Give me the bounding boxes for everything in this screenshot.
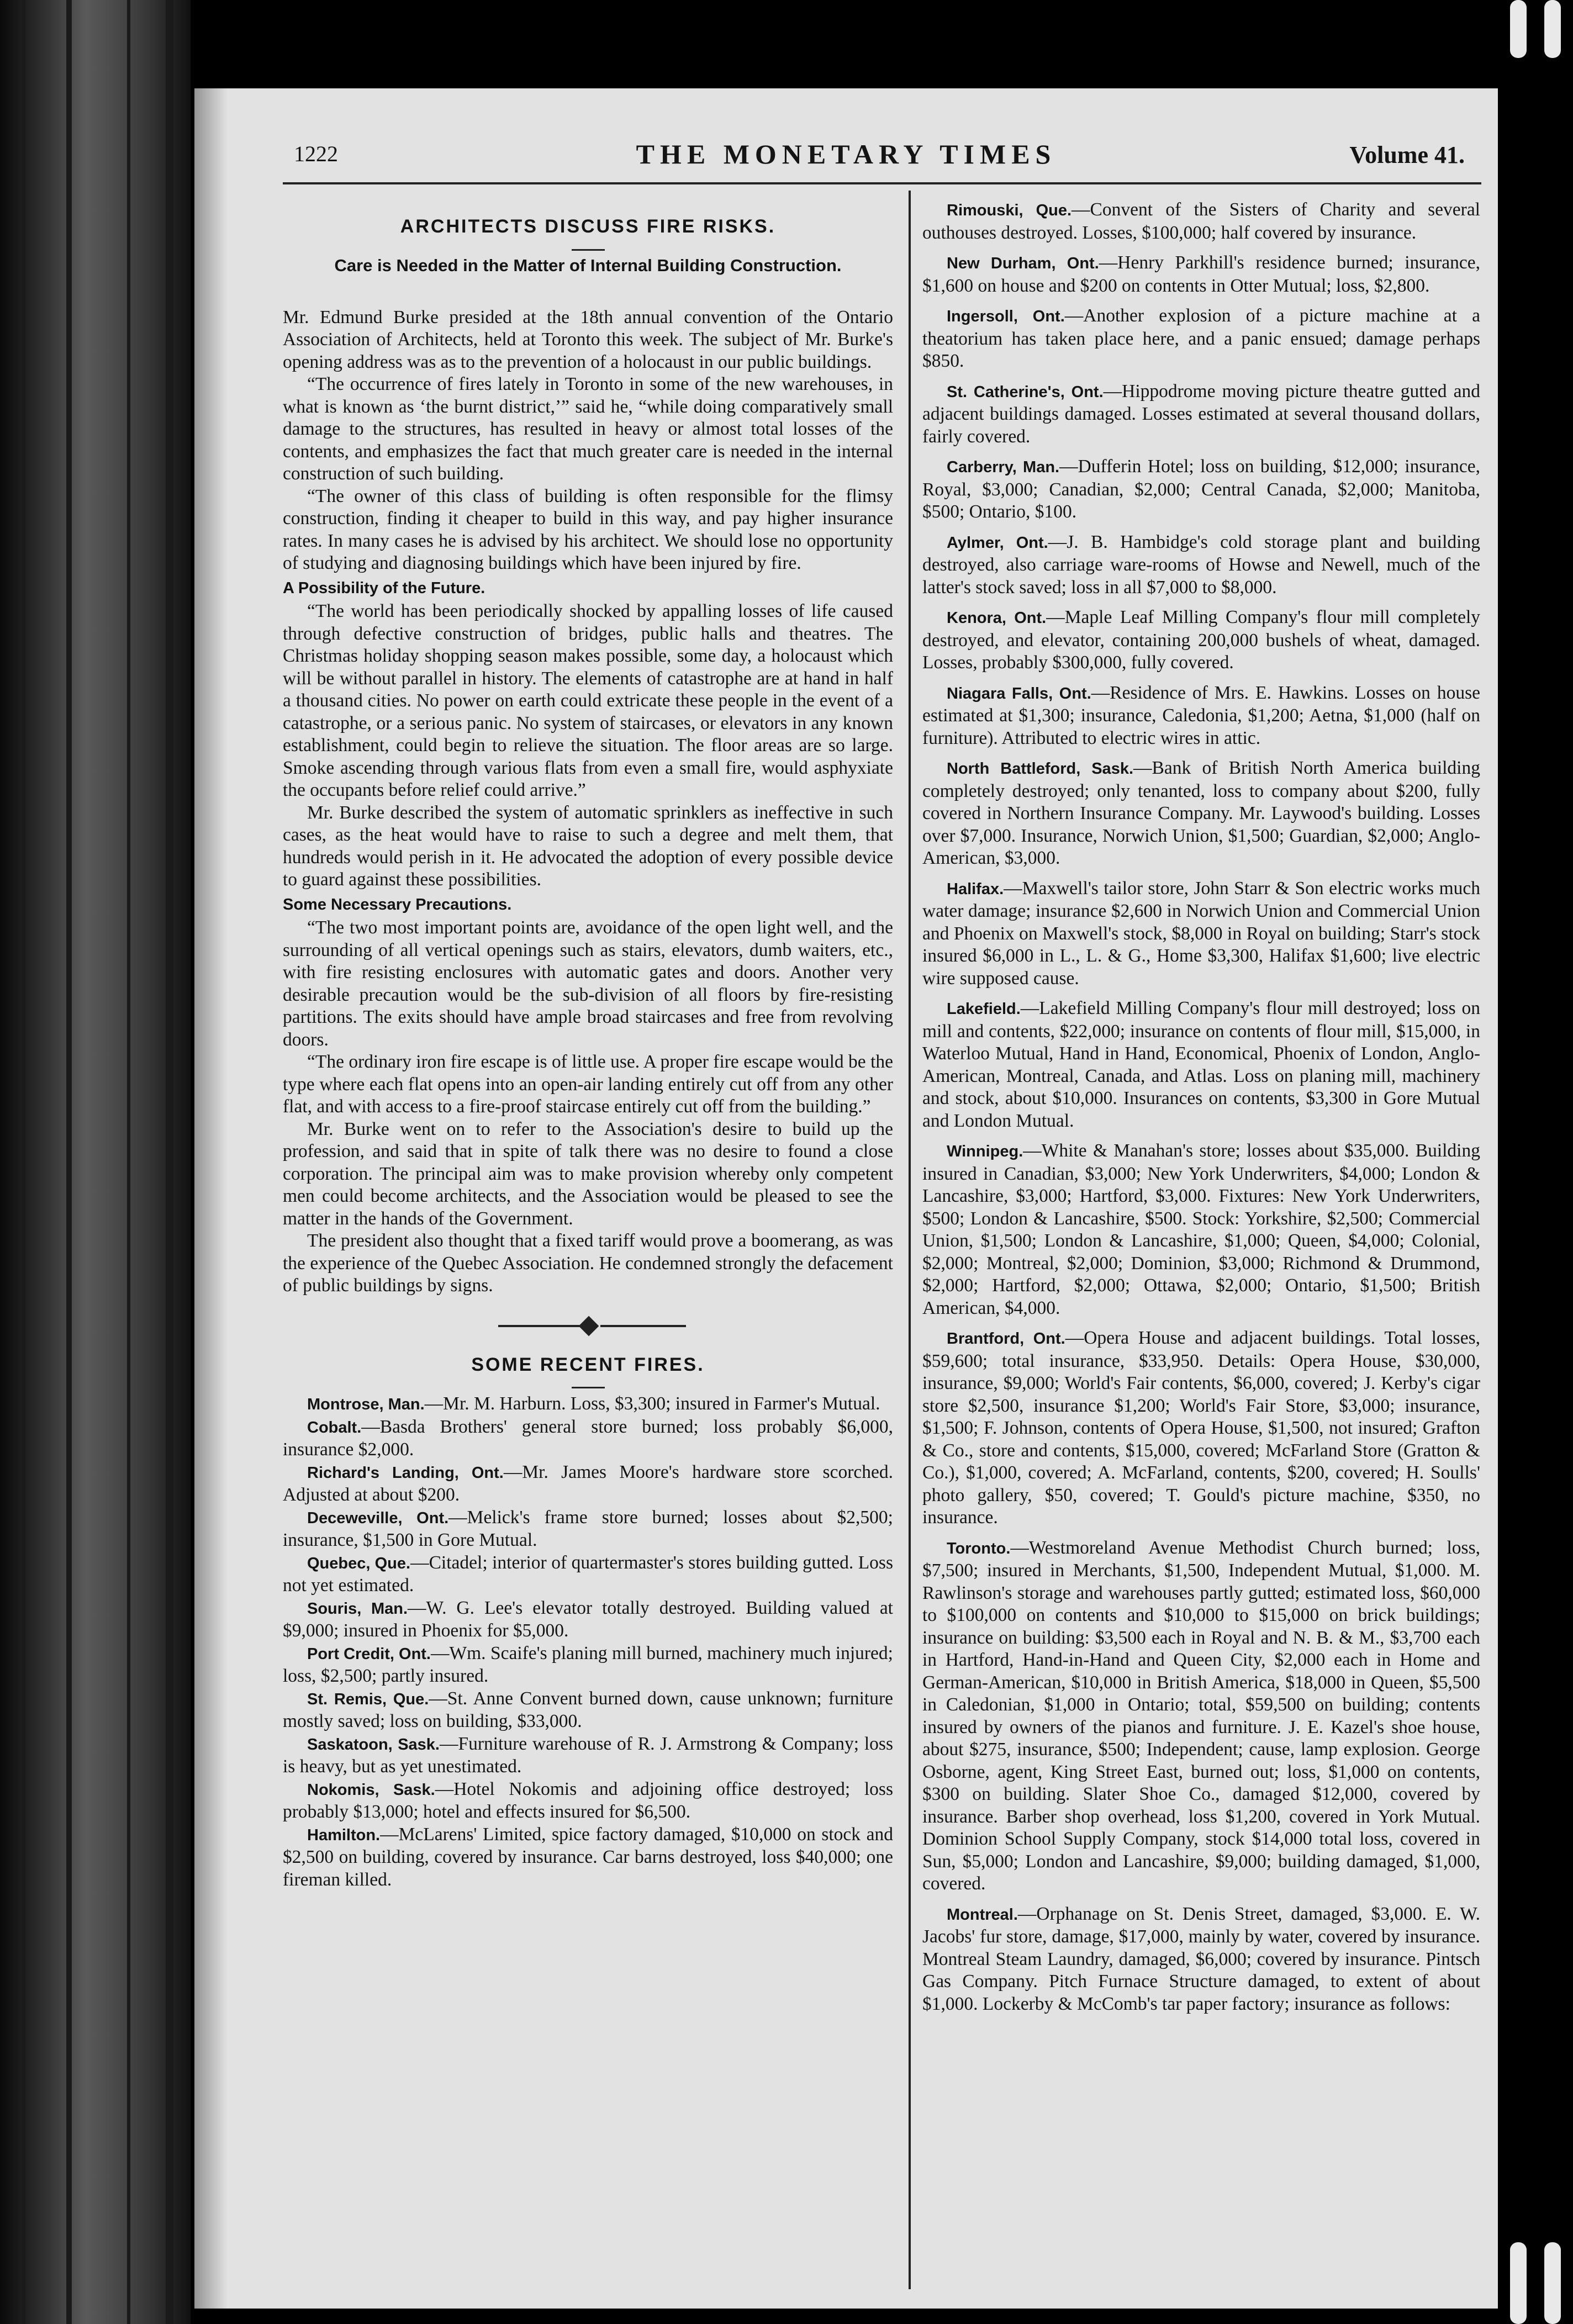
fire-details: —Henry Parkhill's residence burned; insurance, $1,600 on house and $200 on contents in Otter Mutual; loss, $2,800. (922, 252, 1480, 296)
fire-details: —Bank of British North America building completely destroyed; only tenanted, loss to company about $200, fully covered in Northern Insurance Company. Mr. Laywood's building. Losses over $7,000. Insurance, Norwich Union, $1,500; Guardian, $2,000; Anglo-American, $3,000. (922, 758, 1480, 868)
article-paragraph: Mr. Burke described the system of automatic sprinklers as ineffective in such cases, as the heat would have to raise to such a degree and melt them, that hundreds would perish in it. He advocated the adoption of every possible device to guard against these possibilities. (283, 802, 893, 890)
fire-details: —Wm. Scaife's planing mill burned, machinery much injured; loss, $2,500; partly insured. (283, 1642, 893, 1686)
fire-report-item (283, 1733, 893, 1778)
fire-report-item (283, 1461, 893, 1507)
fire-report-item (922, 252, 1480, 297)
fire-details: —W. G. Lee's elevator totally destroyed. Building valued at $9,000; insured in Phoenix for $5,000. (283, 1597, 893, 1641)
fire-report-item (922, 1327, 1480, 1529)
article-paragraph: “The ordinary iron fire escape is of little use. A proper fire escape would be the type where each flat opens into an open-air landing entirely cut off from any other flat, and with access to a fire-proof staircase entirely cut off from the building.” (283, 1052, 893, 1117)
title-rule (572, 249, 605, 251)
fire-location: St. Remis, Que. (307, 1690, 429, 1708)
fire-location: Ingersoll, Ont. (947, 308, 1065, 325)
article-paragraph: “The world has been periodically shocked by appalling losses of life caused through defective construction of bridges, public halls and theatres. The Christmas holiday shopping season makes possible, some day, a holocaust which will be without parallel in history. The elements of catastrophe are at hand in half a thousand cities. No power on earth could extricate these people in the event of a catastrophe, or a serious panic. No system of staircases, or elevators in any known establishment, could begin to relieve the situation. The floor areas are so large. Smoke ascending through various flats from even a small fire, would asphyxiate the occupants before relief could arrive.” (283, 601, 893, 800)
fire-report-item (922, 1903, 1480, 2016)
right-column (922, 199, 1480, 2023)
fire-details: —J. B. Hambidge's cold storage plant and building destroyed, also carriage ware-rooms of Howse and Newell, much of the latter's stock saved; loss in all $7,000 to $8,000. (922, 531, 1480, 598)
fire-details: —Dufferin Hotel; loss on building, $12,000; insurance, Royal, $3,000; Canadian, $2,000; Central Canada, $2,000; Manitoba, $500; Ontario, $100. (922, 456, 1481, 522)
article-paragraph: The president also thought that a fixed tariff would prove a boomerang, as was the experience of the Quebec Association. He condemned strongly the defacement of public buildings by signs. (283, 1230, 893, 1296)
volume-label: Volume 41. (1349, 141, 1465, 168)
film-streak (22, 0, 25, 2324)
section-heading: Some Necessary Precautions. (283, 895, 512, 913)
left-column (283, 199, 893, 1891)
film-streak (66, 0, 72, 2324)
fire-details: —McLarens' Limited, spice factory damaged, $10,000 on stock and $2,500 on building, covered by insurance. Car barns destroyed, loss $40,000; one fireman killed. (283, 1824, 893, 1890)
fire-location: Winnipeg. (947, 1143, 1023, 1160)
fire-report-item (922, 997, 1480, 1132)
fire-location: Deceweville, Ont. (307, 1509, 449, 1527)
ornament-line (600, 1325, 686, 1327)
fire-details: —Convent of the Sisters of Charity and several outhouses destroyed. Losses, $100,000; half covered by insurance. (922, 199, 1480, 243)
fire-details: —Furniture warehouse of R. J. Armstrong & Company; loss is heavy, but as yet unestimated. (283, 1733, 894, 1777)
fire-report-item (283, 1393, 893, 1416)
fire-location: St. Catherine's, Ont. (947, 383, 1104, 401)
article-paragraph: “The two most important points are, avoidance of the open light well, and the surrounding of all vertical openings such as stairs, elevators, dumb waiters, etc., with fire resisting enclosures with automatic gates and doors. Another very desirable precaution would be the sub-division of all floors by fire-resisting partitions. The exits should have ample broad staircases and free from revolving doors. (283, 917, 893, 1050)
publication-title: THE MONETARY TIMES (636, 139, 1057, 170)
fire-report-item (283, 1416, 893, 1461)
fire-location: Quebec, Que. (307, 1554, 411, 1572)
fire-location: Brantford, Ont. (947, 1330, 1065, 1348)
fire-details: —White & Manahan's store; losses about $35,000. Building insured in Canadian, $3,000; New York Underwriters, $4,000; London & Lancashire, $3,000; Hartford, $3,000. Fixtures: New York Underwriters, $500; London & Lancashire, $500. Stock: Yorkshire, $2,500; Commercial Union, $1,500; London & Lancashire, $1,000; Queen, $4,000; Colonial, $2,000; Montreal, $2,000; Dominion, $3,000; Richmond & Drummond, $2,000; Hartford, $2,000; Ottawa, $2,000; Ontario, $1,500; British American, $4,000. (922, 1140, 1480, 1318)
fire-report-item (283, 1778, 893, 1824)
fires-right-list (922, 199, 1480, 2015)
header-rule (283, 182, 1481, 184)
fire-report-item (283, 1552, 893, 1597)
fire-location: Carberry, Man. (947, 458, 1060, 476)
fire-location: Saskatoon, Sask. (307, 1735, 440, 1753)
fire-location: Montreal. (947, 1905, 1018, 1924)
fire-details: —Mr. M. Harburn. Loss, $3,300; insured in Farmer's Mutual. (424, 1393, 880, 1414)
fire-details: —Hotel Nokomis and adjoining office destroyed; loss probably $13,000; hotel and effects insured for $6,500. (283, 1778, 893, 1822)
fire-details: —St. Anne Convent burned down, cause unknown; furniture mostly saved; loss on building, $33,000. (283, 1688, 894, 1731)
fire-details: —Orphanage on St. Denis Street, damaged, $3,000. E. W. Jacobs' fur store, damage, $17,000, mainly by water, covered by insurance. Montreal Steam Laundry, damaged, $6,000; covered by insurance. Pintsch Gas Company. Pitch Furnace Structure damaged, to extent of about $1,000. Lockerby & McComb's tar paper factory; insurance as follows: (922, 1903, 1480, 2014)
fire-location: Lakefield. (947, 1000, 1021, 1018)
ornament-diamond (579, 1316, 599, 1336)
fire-report-item (922, 305, 1480, 373)
fire-details: —Another explosion of a picture machine at a theatorium has taken place here, and a panic ensued; damage perhaps $850. (922, 305, 1480, 371)
fire-location: Nokomis, Sask. (307, 1781, 435, 1799)
fire-location: Niagara Falls, Ont. (947, 684, 1091, 703)
fire-details: —Basda Brothers' general store burned; loss probably $6,000, insurance $2,000. (283, 1416, 893, 1460)
fire-report-item (922, 757, 1480, 870)
film-sprocket-mark (1544, 2242, 1561, 2324)
fires-left-list (283, 1393, 893, 1891)
fire-report-item (922, 878, 1480, 990)
fire-location: Montrose, Man. (307, 1396, 425, 1413)
fire-report-item (283, 1507, 893, 1552)
section-ornament (283, 1309, 893, 1343)
fire-report-item (922, 456, 1480, 524)
film-streak (127, 0, 130, 2324)
fire-location: Rimouski, Que. (947, 202, 1072, 219)
fires-title: SOME RECENT FIRES. (471, 1354, 705, 1375)
fire-location: Cobalt. (307, 1418, 362, 1436)
film-streak (166, 0, 173, 2324)
article-paragraph: “The owner of this class of building is often responsible for the flimsy construction, finding it cheaper to build in this way, and pay higher insurance rates. In many cases he is advised by his architect. We should lose no opportunity of studying and diagnosing buildings which have been injured by fire. (283, 485, 893, 573)
film-sprocket-mark (1510, 0, 1527, 58)
fire-location: New Durham, Ont. (947, 255, 1099, 272)
page-number: 1222 (294, 141, 338, 166)
fire-report-item (922, 1140, 1480, 1319)
fire-details: —Westmoreland Avenue Methodist Church burned; loss, $7,500; insured in Merchants, $1,500, Independent Mutual, $1,000. M. Rawlinson's storage and warehouses partly gutted; estimated loss, $60,000 to $100,000 on contents and $10,000 to $15,000 on brick buildings; insurance on building: $3,500 each in Royal and N. B. & M., $3,700 each in Hartford, Hand-in-Hand and Queen City, $2,000 each in Home and German-American, $10,000 in British America, $18,000 in Queen, $5,500 in Caledonian, $1,000 in Ontario; total, $59,500 on building; contents insured by owners of the pianos and furniture. J. E. Kazel's shoe house, about $275, insurance, $500; Independent; cause, lamp explosion. George Osborne, agent, King Street East, burned out; loss, $1,000 on contents, $300 on building. Slater Shoe Co., damaged $12,000, covered by insurance. Barber shop overhead, loss $1,200, covered in York Mutual. Dominion School Supply Company, stock $14,000 total loss, covered in Sun, $5,000; London and Lancashire, $9,000; building damaged, $1,000, covered. (922, 1537, 1480, 1894)
fire-details: —Citadel; interior of quartermaster's stores building gutted. Loss not yet estimated. (283, 1552, 893, 1596)
film-sprocket-mark (1510, 2242, 1527, 2324)
page-header (194, 88, 1498, 171)
fire-details: —Hippodrome moving picture theatre gutted and adjacent buildings damaged. Losses estimated at several thousand dollars, fairly covered. (922, 381, 1480, 447)
article-subtitle: Care is Needed in the Matter of Internal Building Construction. (334, 255, 842, 275)
fire-report-item (922, 381, 1480, 448)
fire-report-item (922, 606, 1480, 674)
fire-report-item (922, 1537, 1480, 1895)
fire-report-item (922, 682, 1480, 750)
fire-location: Hamilton. (307, 1826, 381, 1844)
fire-report-item (922, 199, 1480, 244)
fire-location: Toronto. (947, 1539, 1011, 1557)
microfilm-right-margin (1503, 0, 1573, 2324)
fire-location: Kenora, Ont. (947, 609, 1047, 627)
fire-location: Port Credit, Ont. (307, 1645, 431, 1663)
fire-details: —Maxwell's tailor store, John Starr & Son electric works much water damage; insurance $2,600 in Norwich Union and Commercial Union and Phoenix on Maxwell's stock, $8,000 in Royal on building; Starr's stock insured $6,000 in L., L. & G., Home $3,300, Halifax $1,600; live electric wire supposed cause. (922, 878, 1480, 989)
article-title: ARCHITECTS DISCUSS FIRE RISKS. (400, 216, 776, 237)
fire-location: Aylmer, Ont. (947, 534, 1048, 552)
fire-location: Richard's Landing, Ont. (307, 1464, 504, 1482)
article-paragraph: Mr. Burke went on to refer to the Association's desire to build up the profession, and said that in spite of talk there was no desire to found a close corporation. The principal aim was to make provision whereby only competent men could become architects, and the Association would be pleased to see the matter in the hands of the Government. (283, 1118, 893, 1229)
title-rule (572, 1387, 605, 1388)
fire-details: —Melick's frame store burned; losses about $2,500; insurance, $1,500 in Gore Mutual. (283, 1507, 893, 1550)
article-paragraph: “The occurrence of fires lately in Toronto in some of the new warehouses, in what is known as ‘the burnt district,’” said he, “while doing comparatively small damage to the structures, has resulted in heavy or almost total losses of the contents, and emphasizes the fact that much greater care is needed in the internal construction of such building. (283, 374, 893, 484)
fire-report-item (283, 1597, 893, 1642)
newspaper-page (194, 88, 1498, 2309)
fire-details: —Mr. James Moore's hardware store scorched. Adjusted at about $200. (283, 1461, 893, 1505)
fire-location: Souris, Man. (307, 1599, 408, 1618)
fire-report-item (922, 531, 1480, 599)
fire-details: —Maple Leaf Milling Company's flour mill completely destroyed, and elevator, containing 200,000 bushels of wheat, damaged. Losses, probably $300,000, fully covered. (922, 607, 1481, 673)
film-sprocket-mark (1544, 0, 1561, 58)
article-paragraph: Mr. Edmund Burke presided at the 18th annual convention of the Ontario Association of Architects, held at Toronto this week. The subject of Mr. Burke's opening address was as to the prevention of a holocaust in our public buildings. (283, 307, 893, 372)
fire-report-item (283, 1824, 893, 1892)
fire-details: —Residence of Mrs. E. Hawkins. Losses on house estimated at $1,300; insurance, Caledonia, $1,200; Aetna, $1,000 (half on furniture). Attributed to electric wires in attic. (922, 682, 1480, 748)
ornament-line (498, 1325, 589, 1327)
fire-details: —Lakefield Milling Company's flour mill destroyed; loss on mill and contents, $22,000; insurance on contents of flour mill, $15,000, in Waterloo Mutual, Hand in Hand, Economical, Phoenix of London, Anglo-American, Montreal, Canada, and Atlas. Loss on planing mill, machinery and stock, about $10,000. Insurances on contents, $3,300 in Gore Mutual and London Mutual. (922, 998, 1480, 1131)
fire-details: —Opera House and adjacent buildings. Total losses, $59,600; total insurance, $33,950. Details: Opera House, $30,000, insurance, $9,000; World's Fair contents, $6,000, covered; J. Kerby's cigar store $2,500, insurance $1,200; World's Fair Store, $3,000; insurance, $1,500; F. Johnson, contents of Opera House, $1,500, not insured; Grafton & Co., store and contents, $15,000, covered; McFarland Store (Gratton & Co.), $1,000, covered; A. McFarland, contents, $200, covered; H. Soulls' photo gallery, $50, covered; T. Gould's picture machine, $350, no insurance. (922, 1328, 1480, 1528)
fire-report-item (283, 1688, 893, 1733)
section-heading: A Possibility of the Future. (283, 579, 485, 597)
fire-location: Halifax. (947, 880, 1004, 898)
fire-report-item (283, 1642, 893, 1688)
fire-location: North Battleford, Sask. (947, 760, 1134, 778)
microfilm-left-margin (0, 0, 191, 2324)
column-separator (909, 191, 911, 2289)
